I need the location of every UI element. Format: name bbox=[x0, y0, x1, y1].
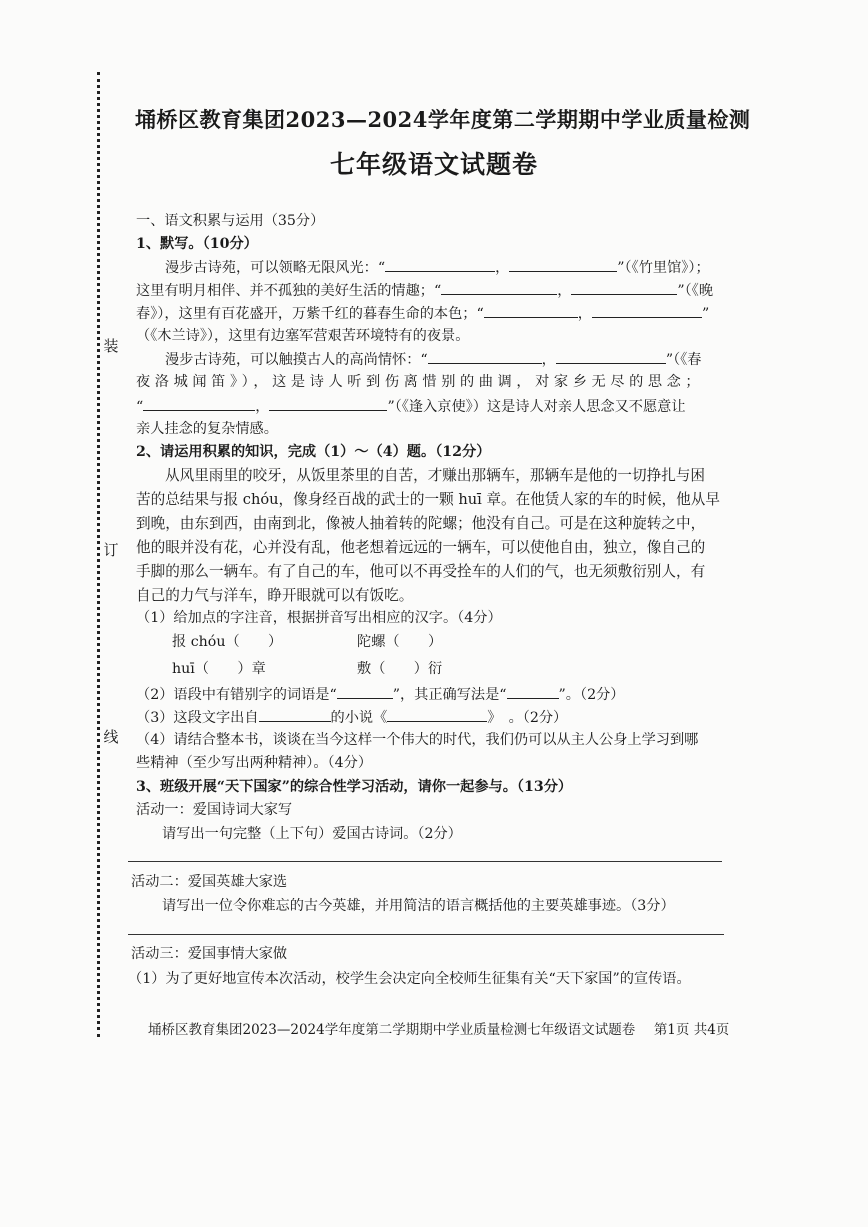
text: 漫步古诗苑，可以触摸古人的高尚情怀：“ bbox=[165, 352, 428, 368]
passage-line: 从风里雨里的咬牙，从饭里茶里的自苦，才赚出那辆车，那辆车是他的一切挣扎与困 bbox=[165, 467, 705, 484]
answer-blank[interactable] bbox=[387, 707, 487, 722]
page-number: 第1页 共4页 bbox=[653, 1022, 730, 1038]
q1-line-1 bbox=[165, 257, 710, 278]
text: ”（《晚 bbox=[677, 283, 714, 299]
answer-blank[interactable] bbox=[337, 684, 393, 699]
text: “ bbox=[136, 399, 144, 415]
answer-blank[interactable] bbox=[259, 707, 331, 722]
q2-sub1-item-d[interactable]: 敷（ ）衍 bbox=[357, 661, 443, 677]
answer-blank[interactable] bbox=[269, 396, 387, 411]
text: 漫步古诗苑，可以领略无限风光：“ bbox=[165, 260, 386, 276]
answer-line[interactable] bbox=[128, 861, 722, 862]
text: 的小说《 bbox=[330, 710, 388, 726]
text: 》 。（2分） bbox=[487, 710, 568, 726]
q1-line-8: 亲人挂念的复杂情感。 bbox=[136, 421, 278, 437]
passage-line: 手脚的那么一辆车。有了自己的车，他可以不再受拴车的人们的气，也无须敷衍别人，有 bbox=[136, 563, 706, 580]
passage-line: 自己的力气与洋车，睁开眼就可以有饭吃。 bbox=[136, 587, 414, 604]
binding-mark-xian: 线 bbox=[101, 728, 121, 746]
text: （3）这段文字出自 bbox=[136, 710, 259, 726]
text: （2）语段中有错别字的词语是“ bbox=[136, 687, 337, 703]
answer-blank[interactable] bbox=[143, 396, 255, 411]
activity-3-sub1: （1）为了更好地宣传本次活动，校学生会决定向全校师生征集有关“天下家国”的宣传语。 bbox=[128, 971, 691, 987]
answer-blank[interactable] bbox=[385, 257, 495, 272]
q1-line-4: （《木兰诗》），这里有边塞军营艰苦环境特有的夜景。 bbox=[136, 328, 470, 344]
q1-line-6: 夜洛城闻笛》），这是诗人听到伤离惜别的曲调，对家乡无尽的思念； bbox=[136, 374, 705, 390]
exam-subtitle: 七年级语文试题卷 bbox=[330, 150, 539, 179]
text: ， bbox=[557, 283, 572, 299]
text: ， bbox=[541, 352, 556, 368]
activity-2-title: 活动二：爱国英雄大家选 bbox=[131, 874, 288, 890]
passage-line: 他的眼并没有花，心并没有乱，他老想着远远的一辆车，可以使他自由，独立，像自己的 bbox=[136, 539, 706, 556]
footer-text: 埇桥区教育集团2023—2024学年度第二学期期中学业质量检测七年级语文试题卷 bbox=[148, 1022, 636, 1038]
activity-2-task: 请写出一位令你难忘的古今英雄，并用简洁的语言概括他的主要英雄事迹。（3分） bbox=[162, 898, 675, 914]
section-heading: 一、语文积累与运用（35分） bbox=[136, 213, 325, 229]
q2-sub1-item-a[interactable]: 报 chóu（ ） bbox=[172, 634, 283, 650]
text: 春》），这里有百花盛开，万紫千红的暮春生命的本色；“ bbox=[136, 306, 484, 322]
q2-sub2 bbox=[136, 684, 624, 705]
answer-blank[interactable] bbox=[507, 684, 559, 699]
text: ”，其正确写法是“ bbox=[392, 687, 507, 703]
answer-line[interactable] bbox=[128, 934, 724, 935]
answer-blank[interactable] bbox=[484, 303, 578, 318]
text: ， bbox=[255, 399, 270, 415]
q2-sub4-line-1: （4）请结合整本书，谈谈在当今这样一个伟大的时代，我们仍可以从主人公身上学习到哪 bbox=[136, 732, 699, 748]
text: ”（《竹里馆》）； bbox=[617, 260, 710, 276]
text: ”。（2分） bbox=[558, 687, 625, 703]
q2-sub3 bbox=[136, 707, 567, 728]
text: ”（《春 bbox=[665, 352, 702, 368]
passage-line: 苦的总结果与报 chóu，像身经百战的武士的一颗 huī 章。在他赁人家的车的时候，他从早 bbox=[136, 491, 720, 508]
binding-dotted-line bbox=[97, 72, 100, 1037]
binding-mark-zhuang: 装 bbox=[101, 337, 121, 355]
binding-mark-ding: 订 bbox=[101, 541, 121, 559]
answer-blank[interactable] bbox=[509, 257, 617, 272]
text: ， bbox=[495, 260, 510, 276]
question-2-heading: 2、请运用积累的知识，完成（1）～（4）题。（12分） bbox=[136, 444, 491, 460]
answer-blank[interactable] bbox=[441, 280, 557, 295]
q2-sub1-item-c[interactable]: huī（ ）章 bbox=[172, 661, 266, 677]
activity-1-title: 活动一：爱国诗词大家写 bbox=[136, 802, 293, 818]
q2-sub4-line-2: 些精神（至少写出两种精神）。（4分） bbox=[136, 755, 373, 771]
page-footer bbox=[148, 1018, 729, 1038]
answer-blank[interactable] bbox=[556, 349, 666, 364]
answer-blank[interactable] bbox=[428, 349, 542, 364]
question-1-heading: 1、默写。（10分） bbox=[136, 236, 258, 252]
answer-blank[interactable] bbox=[571, 280, 677, 295]
text: ， bbox=[577, 306, 592, 322]
activity-1-task: 请写出一句完整（上下句）爱国古诗词。（2分） bbox=[162, 826, 462, 842]
text: ”（《逢入京使》）这是诗人对亲人思念又不愿意让 bbox=[387, 399, 686, 415]
q1-line-7 bbox=[136, 396, 686, 417]
q2-sub1: （1）给加点的字注音，根据拼音写出相应的汉字。（4分） bbox=[136, 610, 502, 626]
activity-3-title: 活动三：爱国事情大家做 bbox=[131, 946, 288, 962]
passage-line: 到晚，由东到西，由南到北，像被人抽着转的陀螺；他没有自己。可是在这种旋转之中， bbox=[136, 515, 706, 532]
question-3-heading: 3、班级开展“天下国家”的综合性学习活动，请你一起参与。（13分） bbox=[136, 779, 573, 795]
answer-blank[interactable] bbox=[592, 303, 702, 318]
q2-sub1-item-b[interactable]: 陀螺（ ） bbox=[357, 634, 443, 650]
q1-line-3 bbox=[136, 303, 709, 324]
q1-line-5 bbox=[165, 349, 701, 370]
q1-line-2 bbox=[136, 280, 713, 301]
exam-title: 埇桥区教育集团2023—2024学年度第二学期期中学业质量检测 bbox=[135, 107, 751, 132]
text: 这里有明月相伴、并不孤独的美好生活的情趣；“ bbox=[136, 283, 442, 299]
text: ” bbox=[701, 306, 710, 322]
